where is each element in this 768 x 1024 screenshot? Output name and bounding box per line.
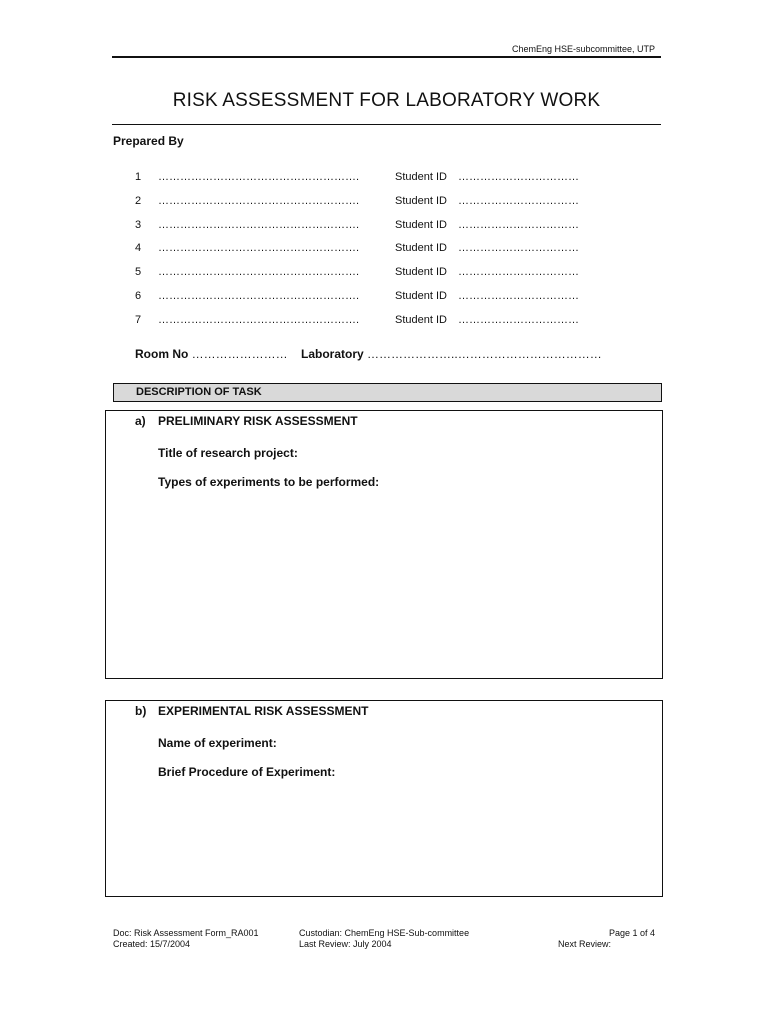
student-id-field[interactable]: ……………………………: [458, 242, 579, 255]
person-name-field[interactable]: ……………………………………………….: [158, 313, 360, 326]
person-number: 1: [135, 171, 142, 183]
footer-custodian-info: [299, 928, 469, 950]
person-name-field[interactable]: ……………………………………………….: [158, 266, 360, 279]
person-row: [113, 219, 661, 237]
person-name-field[interactable]: ……………………………………………….: [158, 194, 360, 207]
header-organization: ChemEng HSE-subcommittee, UTP: [511, 44, 655, 54]
laboratory-field[interactable]: …………………..………………………………: [367, 347, 602, 361]
person-number: 6: [135, 290, 142, 302]
person-row: [113, 266, 661, 284]
student-id-label: Student ID: [395, 218, 447, 231]
student-id-label: Student ID: [395, 171, 447, 183]
student-id-field[interactable]: ……………………………: [458, 290, 579, 302]
footer-page-number: Page 1 of 4: [608, 928, 655, 938]
preliminary-risk-assessment-box[interactable]: [105, 410, 663, 679]
title-rule: [112, 124, 661, 125]
student-id-label: Student ID: [395, 242, 447, 255]
header-rule: [112, 56, 661, 58]
experimental-risk-assessment-box[interactable]: [105, 700, 663, 897]
person-name-field[interactable]: ……………………………………………….: [158, 218, 360, 231]
description-of-task-label: DESCRIPTION OF TASK: [136, 386, 262, 398]
section-b-marker: b): [135, 704, 147, 718]
person-row: [113, 171, 661, 189]
person-row: [113, 242, 661, 260]
person-row: [113, 314, 661, 332]
student-id-field[interactable]: ……………………………: [458, 171, 579, 183]
person-name-field[interactable]: ……………………………………………….: [158, 171, 360, 183]
student-id-label: Student ID: [395, 266, 447, 279]
student-id-label: Student ID: [395, 313, 447, 326]
section-b-heading: EXPERIMENTAL RISK ASSESSMENT: [158, 704, 369, 718]
section-a-marker: a): [135, 414, 146, 428]
room-no-label: Room No: [135, 347, 189, 361]
room-lab-line: [135, 347, 602, 361]
student-id-label: Student ID: [395, 290, 447, 302]
student-id-label: Student ID: [395, 194, 447, 207]
section-a-heading: PRELIMINARY RISK ASSESSMENT: [158, 414, 358, 428]
student-id-field[interactable]: ……………………………: [458, 313, 579, 326]
experiment-types-label: Types of experiments to be performed:: [158, 475, 380, 489]
person-number: 7: [135, 313, 142, 326]
research-title-label: Title of research project:: [158, 446, 298, 460]
footer-doc-info: [113, 928, 259, 950]
person-number: 3: [135, 218, 142, 231]
student-id-field[interactable]: ……………………………: [458, 194, 579, 207]
laboratory-label: Laboratory: [301, 347, 364, 361]
footer-doc: Doc: Risk Assessment Form_RA001: [113, 928, 259, 938]
footer-created: Created: 15/7/2004: [113, 939, 191, 949]
person-name-field[interactable]: ……………………………………………….: [158, 242, 360, 255]
procedure-label: Brief Procedure of Experiment:: [158, 765, 336, 779]
footer-next-review: Next Review:: [558, 939, 612, 949]
student-id-field[interactable]: ……………………………: [458, 218, 579, 231]
footer-last-review: Last Review: July 2004: [299, 939, 392, 949]
person-row: [113, 195, 661, 213]
prepared-by-label: Prepared By: [113, 134, 184, 148]
experiment-name-label: Name of experiment:: [158, 736, 277, 750]
person-number: 2: [135, 194, 142, 207]
room-no-field[interactable]: ……………………: [191, 347, 288, 361]
page-title: RISK ASSESSMENT FOR LABORATORY WORK: [172, 90, 601, 111]
footer-custodian: Custodian: ChemEng HSE-Sub-committee: [299, 928, 470, 938]
person-number: 4: [135, 242, 142, 255]
person-row: [113, 290, 661, 308]
student-id-field[interactable]: ……………………………: [458, 266, 579, 279]
person-name-field[interactable]: ……………………………………………….: [158, 290, 360, 302]
person-number: 5: [135, 266, 142, 279]
description-of-task-bar: [113, 383, 662, 402]
